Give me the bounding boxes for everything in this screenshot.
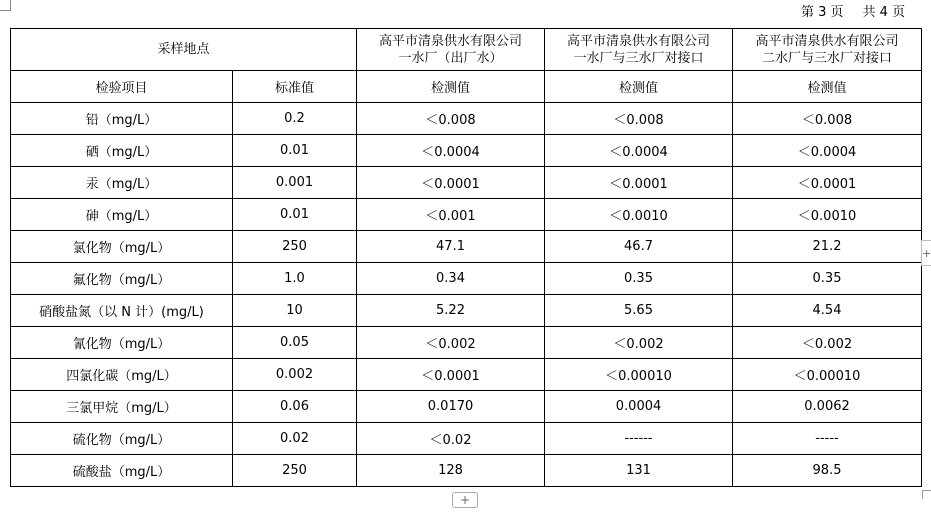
table-row: [11, 135, 922, 167]
row-standard-cell[interactable]: 1.0: [233, 263, 357, 295]
row-value-site-2[interactable]: 0.35: [545, 263, 733, 295]
row-item-cell[interactable]: 三氯甲烷（mg/L）: [11, 391, 233, 423]
row-value-site-3[interactable]: ＜0.0004: [733, 135, 922, 167]
row-item-cell[interactable]: 四氯化碳（mg/L）: [11, 359, 233, 391]
row-value-site-3[interactable]: ＜0.0010: [733, 199, 922, 231]
row-value-site-3[interactable]: ＜0.008: [733, 103, 922, 135]
row-item-cell[interactable]: 汞（mg/L）: [11, 167, 233, 199]
row-value-site-2[interactable]: ＜0.002: [545, 327, 733, 359]
row-value-site-3[interactable]: 98.5: [733, 455, 922, 487]
row-value-site-1[interactable]: 0.0170: [357, 391, 545, 423]
row-value-site-3[interactable]: 0.35: [733, 263, 922, 295]
row-item-cell[interactable]: 氟化物（mg/L）: [11, 263, 233, 295]
row-value-site-3[interactable]: 4.54: [733, 295, 922, 327]
table-row: [11, 263, 922, 295]
row-value-site-2[interactable]: 0.0004: [545, 391, 733, 423]
subheader-measured-1[interactable]: 检测值: [357, 71, 545, 103]
row-value-site-1[interactable]: ＜0.008: [357, 103, 545, 135]
row-value-site-3[interactable]: -----: [733, 423, 922, 455]
subheader-standard[interactable]: 标准值: [233, 71, 357, 103]
row-value-site-3[interactable]: ＜0.0001: [733, 167, 922, 199]
row-value-site-2[interactable]: ＜0.0001: [545, 167, 733, 199]
row-value-site-1[interactable]: 47.1: [357, 231, 545, 263]
header-site-2[interactable]: 高平市清泉供水有限公司 一水厂与三水厂对接口: [545, 29, 733, 71]
table-row: [11, 295, 922, 327]
row-standard-cell[interactable]: 0.01: [233, 199, 357, 231]
row-standard-cell[interactable]: 0.2: [233, 103, 357, 135]
table-row: [11, 423, 922, 455]
row-value-site-1[interactable]: ＜0.02: [357, 423, 545, 455]
subheader-measured-3[interactable]: 检测值: [733, 71, 922, 103]
table-move-handle-icon[interactable]: [0, 0, 11, 11]
row-value-site-1[interactable]: 5.22: [357, 295, 545, 327]
header-site-1[interactable]: 高平市清泉供水有限公司 一水厂（出厂水）: [357, 29, 545, 71]
table-row: [11, 231, 922, 263]
row-standard-cell[interactable]: 10: [233, 295, 357, 327]
row-value-site-2[interactable]: ＜0.00010: [545, 359, 733, 391]
table-row: [11, 327, 922, 359]
row-value-site-2[interactable]: ＜0.008: [545, 103, 733, 135]
row-item-cell[interactable]: 硫化物（mg/L）: [11, 423, 233, 455]
table-row: [11, 199, 922, 231]
row-value-site-1[interactable]: ＜0.0004: [357, 135, 545, 167]
row-standard-cell[interactable]: 0.02: [233, 423, 357, 455]
row-value-site-1[interactable]: ＜0.001: [357, 199, 545, 231]
water-quality-table: [10, 28, 922, 487]
subheader-item[interactable]: 检验项目: [11, 71, 233, 103]
table-row: [11, 359, 922, 391]
table-header-row: [11, 29, 922, 71]
add-row-button[interactable]: +: [452, 492, 478, 508]
table-row: [11, 455, 922, 487]
row-standard-cell[interactable]: 250: [233, 231, 357, 263]
row-item-cell[interactable]: 氯化物（mg/L）: [11, 231, 233, 263]
row-item-cell[interactable]: 硝酸盐氮（以 N 计）(mg/L): [11, 295, 233, 327]
row-standard-cell[interactable]: 0.001: [233, 167, 357, 199]
row-standard-cell[interactable]: 0.06: [233, 391, 357, 423]
row-value-site-3[interactable]: ＜0.002: [733, 327, 922, 359]
row-item-cell[interactable]: 氰化物（mg/L）: [11, 327, 233, 359]
row-value-site-3[interactable]: 21.2: [733, 231, 922, 263]
subheader-measured-2[interactable]: 检测值: [545, 71, 733, 103]
row-standard-cell[interactable]: 0.002: [233, 359, 357, 391]
row-value-site-3[interactable]: ＜0.00010: [733, 359, 922, 391]
row-value-site-1[interactable]: ＜0.0001: [357, 167, 545, 199]
table-row: [11, 167, 922, 199]
row-value-site-2[interactable]: 131: [545, 455, 733, 487]
page-number: 第 3 页: [801, 5, 844, 20]
row-value-site-2[interactable]: 46.7: [545, 231, 733, 263]
row-value-site-1[interactable]: 0.34: [357, 263, 545, 295]
row-item-cell[interactable]: 铅（mg/L）: [11, 103, 233, 135]
header-sampling-site[interactable]: 采样地点: [11, 29, 357, 71]
row-value-site-2[interactable]: 5.65: [545, 295, 733, 327]
row-item-cell[interactable]: 硫酸盐（mg/L）: [11, 455, 233, 487]
row-item-cell[interactable]: 砷（mg/L）: [11, 199, 233, 231]
table-subheader-row: [11, 71, 922, 103]
table-row: [11, 391, 922, 423]
row-value-site-3[interactable]: 0.0062: [733, 391, 922, 423]
row-value-site-1[interactable]: 128: [357, 455, 545, 487]
table-row: [11, 103, 922, 135]
page-info: [801, 1, 905, 20]
row-value-site-1[interactable]: ＜0.002: [357, 327, 545, 359]
row-value-site-2[interactable]: ＜0.0010: [545, 199, 733, 231]
table-resize-handle-icon[interactable]: [922, 490, 931, 499]
row-value-site-2[interactable]: ------: [545, 423, 733, 455]
row-standard-cell[interactable]: 0.05: [233, 327, 357, 359]
page-total: 共 4 页: [862, 5, 906, 20]
row-item-cell[interactable]: 硒（mg/L）: [11, 135, 233, 167]
header-site-3[interactable]: 高平市清泉供水有限公司 二水厂与三水厂对接口: [733, 29, 922, 71]
row-standard-cell[interactable]: 0.01: [233, 135, 357, 167]
row-value-site-1[interactable]: ＜0.0001: [357, 359, 545, 391]
add-column-button[interactable]: +: [921, 240, 931, 266]
row-value-site-2[interactable]: ＜0.0004: [545, 135, 733, 167]
row-standard-cell[interactable]: 250: [233, 455, 357, 487]
